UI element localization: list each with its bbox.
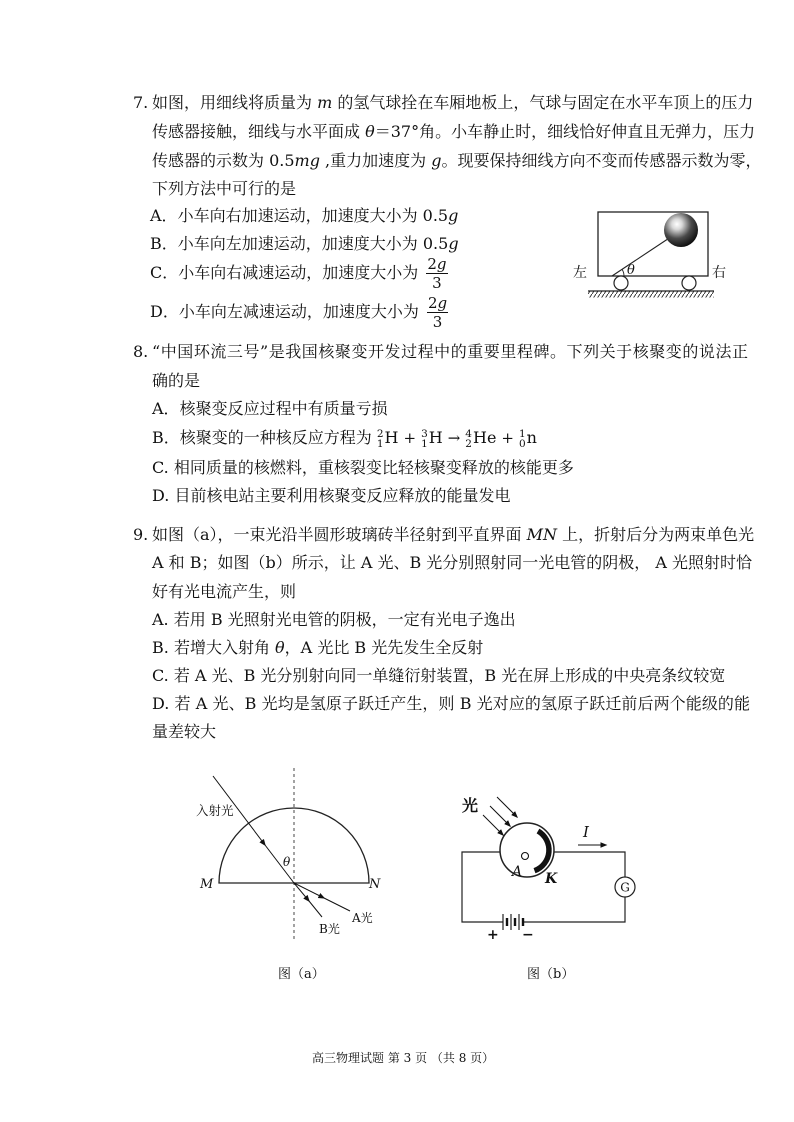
option-c xyxy=(150,255,448,292)
nuclide-tritium xyxy=(421,427,443,450)
battery xyxy=(503,914,523,930)
option-b xyxy=(150,234,459,254)
text-segment: 上，折射后分为两束单色光 xyxy=(557,525,755,544)
right-direction-label: 右 xyxy=(712,265,726,281)
option-text: 相同质量的核燃料，重核裂变比轻核聚变释放的核能更多 xyxy=(173,458,574,477)
charge-number: 1 xyxy=(376,437,384,450)
mass-number: 3 xyxy=(421,427,428,440)
variable-m: m xyxy=(317,93,333,112)
option-label: D. xyxy=(152,486,175,505)
page-footer: 高三物理试题 第 3 页 （共 8 页） xyxy=(312,1051,495,1065)
cathode-label: K xyxy=(545,871,558,887)
element-symbol: n xyxy=(526,428,537,447)
nuclide-numbers xyxy=(519,429,526,449)
question-text-line xyxy=(152,553,753,573)
text-segment: 确的是 xyxy=(152,371,201,390)
left-wire xyxy=(462,852,503,922)
figure-a-caption: 图（a） xyxy=(278,967,325,982)
question-text-line xyxy=(152,582,296,602)
galvanometer-label: G xyxy=(620,880,630,895)
text-segment: “中国环流三号”是我国核聚变开发过程中的重要里程碑。下列关于核聚变的说法正 xyxy=(152,342,748,361)
variable-theta: θ xyxy=(275,638,285,657)
fraction-numerator xyxy=(426,256,447,273)
element-symbol: H xyxy=(384,428,399,447)
option-text: 若增大入射角 xyxy=(173,638,276,657)
option-label: A． xyxy=(150,206,178,225)
text-segment: 。现要保持细线方向不变而传感器示数为零， xyxy=(441,151,762,170)
option-text: 小车向左减速运动，加速度大小为 xyxy=(178,302,424,321)
light-label: 光 xyxy=(462,796,479,815)
top-right-wire xyxy=(554,852,625,877)
ray-a-label: A光 xyxy=(352,911,373,925)
question-text-line xyxy=(152,93,754,113)
option-text: 核聚变的一种核反应方程为 xyxy=(179,428,377,447)
option-text: 核聚变反应过程中有质量亏损 xyxy=(179,399,388,418)
photoelectric-tube xyxy=(500,823,554,877)
fraction-numerator xyxy=(427,295,448,312)
ray-b xyxy=(309,901,322,917)
option-label: D． xyxy=(150,302,179,321)
ray-b-label: B光 xyxy=(319,922,340,936)
ray-a xyxy=(324,898,350,911)
text-segment: 如图（a），一束光沿半圆形玻璃砖半径射到平直界面 xyxy=(152,525,527,544)
right-wheel xyxy=(682,276,696,290)
option-text: 小车向右减速运动，加速度大小为 xyxy=(178,263,424,282)
balloon xyxy=(664,213,698,247)
mass-number: 4 xyxy=(465,427,472,440)
light-ray-arrow xyxy=(483,815,503,835)
option-b xyxy=(152,428,537,448)
option-text: 小车向右加速运动，加速度大小为 0.5 xyxy=(177,206,449,225)
variable-g: g xyxy=(437,294,448,312)
question-number: 7. xyxy=(133,93,149,112)
option-label: A． xyxy=(152,399,180,418)
question-text-line xyxy=(152,525,755,545)
text-segment: 传感器的示数为 0.5 xyxy=(152,151,295,170)
charge-number: 1 xyxy=(421,437,428,450)
variable-g: g xyxy=(448,206,459,225)
nuclide-neutron xyxy=(518,427,537,450)
numerator-coefficient: 2 xyxy=(427,255,437,273)
nuclide-numbers xyxy=(421,429,428,449)
nuclide-deuterium xyxy=(376,427,399,450)
left-direction-label: 左 xyxy=(573,265,587,281)
question-text-line xyxy=(152,151,762,171)
left-wheel xyxy=(614,276,628,290)
fraction xyxy=(426,256,447,291)
option-d xyxy=(152,486,510,506)
current-label: I xyxy=(583,823,589,841)
charge-number: 0 xyxy=(518,437,526,450)
question-number: 8. xyxy=(133,342,149,361)
fraction xyxy=(427,295,448,330)
numerator-coefficient: 2 xyxy=(427,294,438,312)
point-m-label: M xyxy=(200,877,214,892)
option-text: 若用 B 光照射光电管的阴极，一定有光电子逸出 xyxy=(173,610,516,629)
variable-g: g xyxy=(436,255,447,273)
plus-operator: + xyxy=(501,429,514,447)
option-label: B. xyxy=(152,638,174,657)
option-label: C. xyxy=(152,666,174,685)
negative-terminal-label: − xyxy=(522,927,534,943)
nuclide-helium xyxy=(465,427,497,450)
light-ray-arrow xyxy=(497,797,517,817)
angle-label: θ xyxy=(627,263,635,278)
ray-a-arrow xyxy=(294,883,324,898)
option-c xyxy=(152,458,574,478)
light-ray-arrow xyxy=(490,806,510,826)
anode-label: A xyxy=(512,864,523,880)
element-symbol: H xyxy=(428,428,443,447)
car-balloon-figure xyxy=(565,200,735,305)
option-d xyxy=(150,294,448,331)
option-text: 小车向左加速运动，加速度大小为 0.5 xyxy=(177,234,449,253)
plus-operator: + xyxy=(403,429,417,447)
charge-number: 2 xyxy=(465,437,472,450)
bottom-right-wire xyxy=(523,897,625,922)
text-segment: 好有光电流产生，则 xyxy=(152,582,297,601)
option-text: 目前核电站主要利用核聚变反应释放的能量发电 xyxy=(174,486,511,505)
reaction-arrow: → xyxy=(447,429,461,447)
option-d xyxy=(152,694,750,714)
variable-theta: θ xyxy=(365,122,375,141)
incident-light-label: 入射光 xyxy=(196,803,234,818)
variable-g: g xyxy=(448,234,459,253)
variable-mg: mg xyxy=(294,151,320,170)
text-segment: ＝37°角。小车静止时，细线恰好伸直且无弹力，压力 xyxy=(374,122,756,141)
text-segment: 的氢气球拴在车厢地板上，气球与固定在水平车顶上的压力 xyxy=(332,93,754,112)
option-a xyxy=(152,610,516,630)
option-label: C. xyxy=(152,458,174,477)
variable-g: g xyxy=(431,151,442,170)
option-d-continuation xyxy=(152,722,216,742)
text-segment: 如图，用细线将质量为 xyxy=(152,93,318,112)
mass-number: 1 xyxy=(518,427,526,440)
ground-hatching xyxy=(588,292,714,298)
option-text: 量差较大 xyxy=(152,722,217,741)
ray-b-arrow xyxy=(294,883,309,901)
option-a xyxy=(152,399,388,419)
question-text-line xyxy=(152,342,748,362)
option-label: B． xyxy=(152,428,180,447)
option-c xyxy=(152,666,725,686)
nuclide-numbers xyxy=(377,429,384,449)
option-label: D. xyxy=(152,694,175,713)
fraction-denominator: 3 xyxy=(426,273,447,291)
question-text-line xyxy=(152,122,756,142)
option-text: 若 A 光、B 光分别射向同一单缝衍射装置，B 光在屏上形成的中央亮条纹较宽 xyxy=(173,666,726,685)
figure-b-caption: 图（b） xyxy=(527,967,575,982)
question-text-line xyxy=(152,179,296,199)
option-text: ，A 光比 B 光先发生全反射 xyxy=(284,638,484,657)
refraction-figure xyxy=(190,760,390,945)
anode xyxy=(522,853,529,860)
question-number: 9. xyxy=(133,525,149,544)
point-n-label: N xyxy=(369,877,381,892)
text-segment: 传感器接触，细线与水平面成 xyxy=(152,122,366,141)
option-a xyxy=(150,206,458,226)
text-segment: ,重力加速度为 xyxy=(319,151,432,170)
mass-number: 2 xyxy=(376,427,384,440)
string xyxy=(612,240,667,277)
positive-terminal-label: + xyxy=(487,927,499,943)
nuclide-numbers xyxy=(465,429,472,449)
text-segment: A 和 B；如图（b）所示，让 A 光、B 光分别照射同一光电管的阴极， A 光照射时恰 xyxy=(152,553,753,572)
fraction-denominator: 3 xyxy=(427,312,448,330)
option-b xyxy=(152,638,483,658)
question-text-line xyxy=(152,371,200,391)
option-text: 若 A 光、B 光均是氢原子跃迁产生，则 B 光对应的氢原子跃迁前后两个能级的能 xyxy=(174,694,750,713)
option-label: B． xyxy=(150,234,178,253)
option-label: A. xyxy=(152,610,174,629)
text-segment: 下列方法中可行的是 xyxy=(152,179,297,198)
option-label: C． xyxy=(150,263,179,282)
angle-arc xyxy=(622,269,624,276)
photoelectric-circuit-figure xyxy=(455,785,640,945)
element-symbol: He xyxy=(472,428,497,447)
variable-mn: MN xyxy=(526,525,558,544)
angle-label: θ xyxy=(283,855,291,869)
